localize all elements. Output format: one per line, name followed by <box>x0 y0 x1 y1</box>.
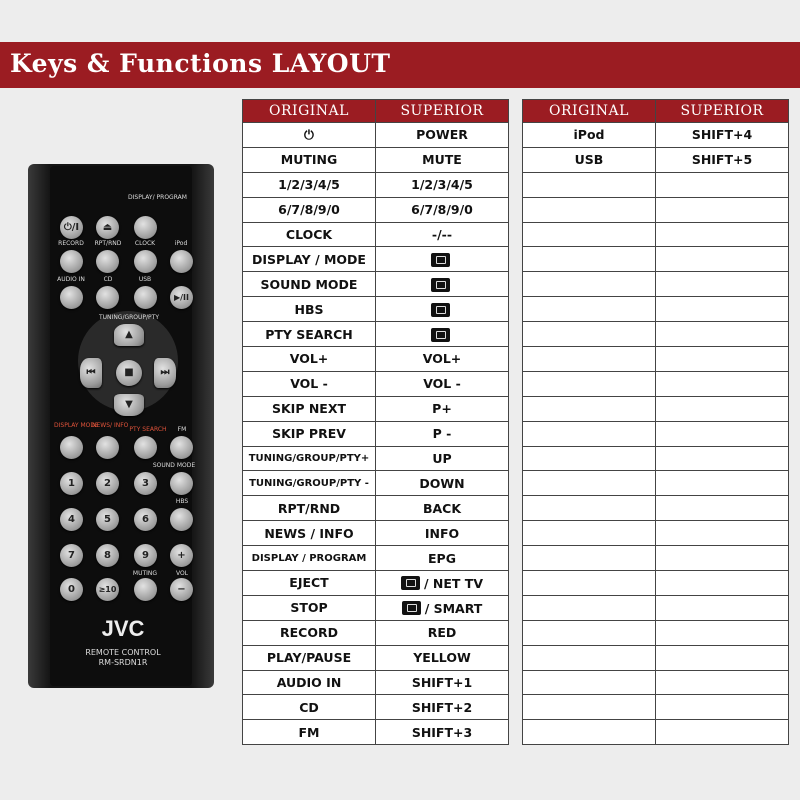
cell-superior <box>376 571 509 596</box>
power-button[interactable]: ⏻/I <box>60 216 83 239</box>
play-pause-button[interactable]: ▶/II <box>170 286 193 309</box>
cell-original <box>523 471 656 496</box>
cell-original: SKIP PREV <box>243 421 376 446</box>
up-button[interactable]: ▲ <box>114 324 144 346</box>
cell-original <box>523 347 656 372</box>
label-clock: CLOCK <box>134 240 156 247</box>
cell-superior <box>656 371 789 396</box>
cell-original: VOL+ <box>243 347 376 372</box>
table-row <box>523 670 789 695</box>
table-row <box>243 421 509 446</box>
cell-superior: SHIFT+2 <box>376 695 509 720</box>
cell-original: HBS <box>243 297 376 322</box>
table-row <box>523 322 789 347</box>
sound-mode-button[interactable] <box>170 472 193 495</box>
cell-original <box>523 670 656 695</box>
key-mapping-table-left <box>242 99 509 745</box>
table-row <box>243 446 509 471</box>
cell-original: 1/2/3/4/5 <box>243 172 376 197</box>
table-row <box>523 546 789 571</box>
cell-original <box>523 695 656 720</box>
cell-superior: VOL - <box>376 371 509 396</box>
cell-superior: BACK <box>376 496 509 521</box>
cell-superior: SHIFT+3 <box>376 720 509 745</box>
cell-superior <box>656 347 789 372</box>
usb-button[interactable] <box>134 286 157 309</box>
table-row <box>523 720 789 745</box>
cell-superior: POWER <box>376 123 509 148</box>
cell-original: EJECT <box>243 571 376 596</box>
table-row <box>523 123 789 148</box>
cell-superior <box>656 521 789 546</box>
cell-original <box>523 222 656 247</box>
cell-original: CLOCK <box>243 222 376 247</box>
cell-superior <box>656 222 789 247</box>
cell-superior: P+ <box>376 396 509 421</box>
header-original: ORIGINAL <box>523 100 656 123</box>
label-rpt-rnd: RPT/RND <box>94 240 122 247</box>
cell-original: 6/7/8/9/0 <box>243 197 376 222</box>
label-sound-mode: SOUND MODE <box>152 462 196 469</box>
table-row <box>523 297 789 322</box>
cell-superior: MUTE <box>376 147 509 172</box>
label-display-program: DISPLAY/ PROGRAM <box>128 194 187 201</box>
cell-original <box>523 297 656 322</box>
table-row <box>523 620 789 645</box>
table-row <box>243 496 509 521</box>
table-row <box>243 471 509 496</box>
cell-superior: DOWN <box>376 471 509 496</box>
rpt-rnd-button[interactable] <box>96 250 119 273</box>
audio-in-button[interactable] <box>60 286 83 309</box>
key-5[interactable]: 5 <box>96 508 119 531</box>
muting-button[interactable] <box>134 578 157 601</box>
table-row <box>243 620 509 645</box>
cell-superior: 1/2/3/4/5 <box>376 172 509 197</box>
table-row <box>243 645 509 670</box>
key-3[interactable]: 3 <box>134 472 157 495</box>
table-row <box>243 172 509 197</box>
cell-superior: SHIFT+1 <box>376 670 509 695</box>
cell-superior: RED <box>376 620 509 645</box>
label-pty-search: PTY SEARCH <box>129 426 167 433</box>
cell-superior <box>376 247 509 272</box>
cell-superior: INFO <box>376 521 509 546</box>
table-row <box>523 247 789 272</box>
display-mode-button-icon <box>431 253 450 267</box>
cell-original: TUNING/GROUP/PTY+ <box>243 446 376 471</box>
cell-superior <box>656 670 789 695</box>
cell-superior: VOL+ <box>376 347 509 372</box>
cell-original <box>523 247 656 272</box>
table-header-row <box>243 100 509 123</box>
table-row <box>523 446 789 471</box>
cell-superior: UP <box>376 446 509 471</box>
table-row <box>523 172 789 197</box>
cell-original <box>523 571 656 596</box>
table-row <box>243 197 509 222</box>
table-row <box>243 521 509 546</box>
cell-superior <box>656 446 789 471</box>
table-row <box>523 496 789 521</box>
cell-original <box>523 720 656 745</box>
key-mapping-table-right <box>522 99 789 745</box>
cell-superior <box>656 546 789 571</box>
cell-original: TUNING/GROUP/PTY - <box>243 471 376 496</box>
cell-original <box>523 371 656 396</box>
eject-button[interactable]: ⏏ <box>96 216 119 239</box>
sound-mode-button-icon <box>431 278 450 292</box>
cell-superior: -/-- <box>376 222 509 247</box>
cell-original: NEWS / INFO <box>243 521 376 546</box>
table-row <box>523 222 789 247</box>
table-row <box>523 521 789 546</box>
skip-prev-button[interactable]: ⏮ <box>80 358 102 388</box>
cell-superior-text: / NET TV <box>424 575 483 591</box>
cell-original: USB <box>523 147 656 172</box>
eject-button-icon <box>401 576 420 590</box>
table-row <box>523 571 789 596</box>
label-news-info: NEWS/ INFO <box>92 422 129 429</box>
cell-superior <box>656 247 789 272</box>
cell-superior <box>656 695 789 720</box>
table-row <box>243 297 509 322</box>
cell-original: CD <box>243 695 376 720</box>
table-row <box>243 371 509 396</box>
hbs-button[interactable] <box>170 508 193 531</box>
cell-original <box>523 197 656 222</box>
table-row <box>243 247 509 272</box>
cell-superior: EPG <box>376 546 509 571</box>
header-superior: SUPERIOR <box>376 100 509 123</box>
cell-superior <box>656 645 789 670</box>
key-1[interactable]: 1 <box>60 472 83 495</box>
table-row <box>243 272 509 297</box>
cell-superior <box>656 297 789 322</box>
table-row <box>243 670 509 695</box>
cell-original <box>523 595 656 620</box>
label-tuning: TUNING/GROUP/PTY <box>99 314 159 321</box>
table-row <box>243 571 509 596</box>
cell-superior <box>656 272 789 297</box>
table-row <box>243 222 509 247</box>
cell-original <box>523 396 656 421</box>
hbs-button-icon <box>431 303 450 317</box>
label-muting: MUTING <box>132 570 158 577</box>
cell-original: DISPLAY / MODE <box>243 247 376 272</box>
teletext-button-icon <box>431 328 450 342</box>
cell-superior <box>656 720 789 745</box>
table-row <box>523 471 789 496</box>
news-info-button[interactable] <box>96 436 119 459</box>
page-title: Keys & Functions LAYOUT <box>10 49 391 78</box>
cell-superior <box>656 172 789 197</box>
table-row <box>243 595 509 620</box>
table-row <box>243 720 509 745</box>
cell-original: iPod <box>523 123 656 148</box>
table-row <box>523 371 789 396</box>
cell-superior <box>656 421 789 446</box>
stop-button[interactable]: ■ <box>116 360 142 386</box>
table-row <box>523 396 789 421</box>
display-program-button[interactable] <box>134 216 157 239</box>
cell-superior <box>656 197 789 222</box>
cell-superior <box>656 322 789 347</box>
key-2[interactable]: 2 <box>96 472 119 495</box>
key-6[interactable]: 6 <box>134 508 157 531</box>
label-usb: USB <box>138 276 152 283</box>
table-row <box>523 695 789 720</box>
table-row <box>243 695 509 720</box>
label-record: RECORD <box>58 240 84 247</box>
cell-original <box>523 172 656 197</box>
cell-original: STOP <box>243 595 376 620</box>
cell-superior: SHIFT+4 <box>656 123 789 148</box>
cell-original <box>523 645 656 670</box>
cell-superior <box>656 496 789 521</box>
table-row <box>523 645 789 670</box>
remote-caption: REMOTE CONTROL <box>85 648 161 657</box>
cell-original: SKIP NEXT <box>243 396 376 421</box>
cell-superior <box>656 571 789 596</box>
key-4[interactable]: 4 <box>60 508 83 531</box>
cell-original: FM <box>243 720 376 745</box>
table-row <box>523 595 789 620</box>
cell-superior <box>656 396 789 421</box>
cell-original: VOL - <box>243 371 376 396</box>
cell-superior <box>376 322 509 347</box>
record-button[interactable] <box>60 250 83 273</box>
cell-superior: SHIFT+5 <box>656 147 789 172</box>
cell-superior <box>656 595 789 620</box>
table-row <box>523 197 789 222</box>
cell-superior <box>656 620 789 645</box>
table-row <box>523 147 789 172</box>
key-10plus[interactable]: ≥10 <box>96 578 119 601</box>
label-ipod: iPod <box>174 240 188 247</box>
cell-original <box>523 446 656 471</box>
cell-superior <box>376 297 509 322</box>
header-superior: SUPERIOR <box>656 100 789 123</box>
brand-logo: JVC <box>101 616 145 641</box>
fm-button[interactable] <box>170 436 193 459</box>
cell-original: RPT/RND <box>243 496 376 521</box>
cell-original <box>523 322 656 347</box>
table-row <box>243 546 509 571</box>
table-row <box>243 347 509 372</box>
table-row <box>243 147 509 172</box>
table-row <box>243 123 509 148</box>
cell-original <box>523 272 656 297</box>
cell-original <box>523 620 656 645</box>
cell-original: PLAY/PAUSE <box>243 645 376 670</box>
cell-superior <box>656 471 789 496</box>
table-row <box>523 272 789 297</box>
cell-original: SOUND MODE <box>243 272 376 297</box>
cd-button[interactable] <box>96 286 119 309</box>
cell-superior: 6/7/8/9/0 <box>376 197 509 222</box>
table-row <box>243 322 509 347</box>
vol-minus-button[interactable]: − <box>170 578 193 601</box>
vol-plus-button[interactable]: + <box>170 544 193 567</box>
pty-search-button[interactable] <box>134 436 157 459</box>
remote-model: RM-SRDN1R <box>98 658 148 667</box>
label-display-mode: DISPLAY MODE <box>54 422 99 429</box>
header-original: ORIGINAL <box>243 100 376 123</box>
cell-superior: YELLOW <box>376 645 509 670</box>
cell-superior <box>376 272 509 297</box>
cell-superior <box>376 595 509 620</box>
cell-original: PTY SEARCH <box>243 322 376 347</box>
label-vol: VOL <box>175 570 189 577</box>
table-row <box>523 421 789 446</box>
cell-original: AUDIO IN <box>243 670 376 695</box>
cell-original: ⏻ <box>243 123 376 148</box>
skip-next-button[interactable]: ⏭ <box>154 358 176 388</box>
key-8[interactable]: 8 <box>96 544 119 567</box>
down-button[interactable]: ▼ <box>114 394 144 416</box>
title-banner <box>0 42 800 88</box>
cell-original <box>523 496 656 521</box>
stop-button-icon <box>402 601 421 615</box>
label-cd: CD <box>103 276 113 283</box>
key-0[interactable]: 0 <box>60 578 83 601</box>
cell-original: MUTING <box>243 147 376 172</box>
label-fm: FM <box>177 426 187 433</box>
label-hbs: HBS <box>175 498 189 505</box>
cell-superior-text: / SMART <box>424 600 483 616</box>
key-9[interactable]: 9 <box>134 544 157 567</box>
cell-original: RECORD <box>243 620 376 645</box>
table-row <box>523 347 789 372</box>
cell-original <box>523 421 656 446</box>
display-mode-button[interactable] <box>60 436 83 459</box>
label-audio-in: AUDIO IN <box>57 276 85 283</box>
cell-original: DISPLAY / PROGRAM <box>243 546 376 571</box>
table-header-row <box>523 100 789 123</box>
cell-original <box>523 546 656 571</box>
key-7[interactable]: 7 <box>60 544 83 567</box>
ipod-button[interactable] <box>170 250 193 273</box>
cell-superior: P - <box>376 421 509 446</box>
clock-button[interactable] <box>134 250 157 273</box>
cell-original <box>523 521 656 546</box>
table-row <box>243 396 509 421</box>
